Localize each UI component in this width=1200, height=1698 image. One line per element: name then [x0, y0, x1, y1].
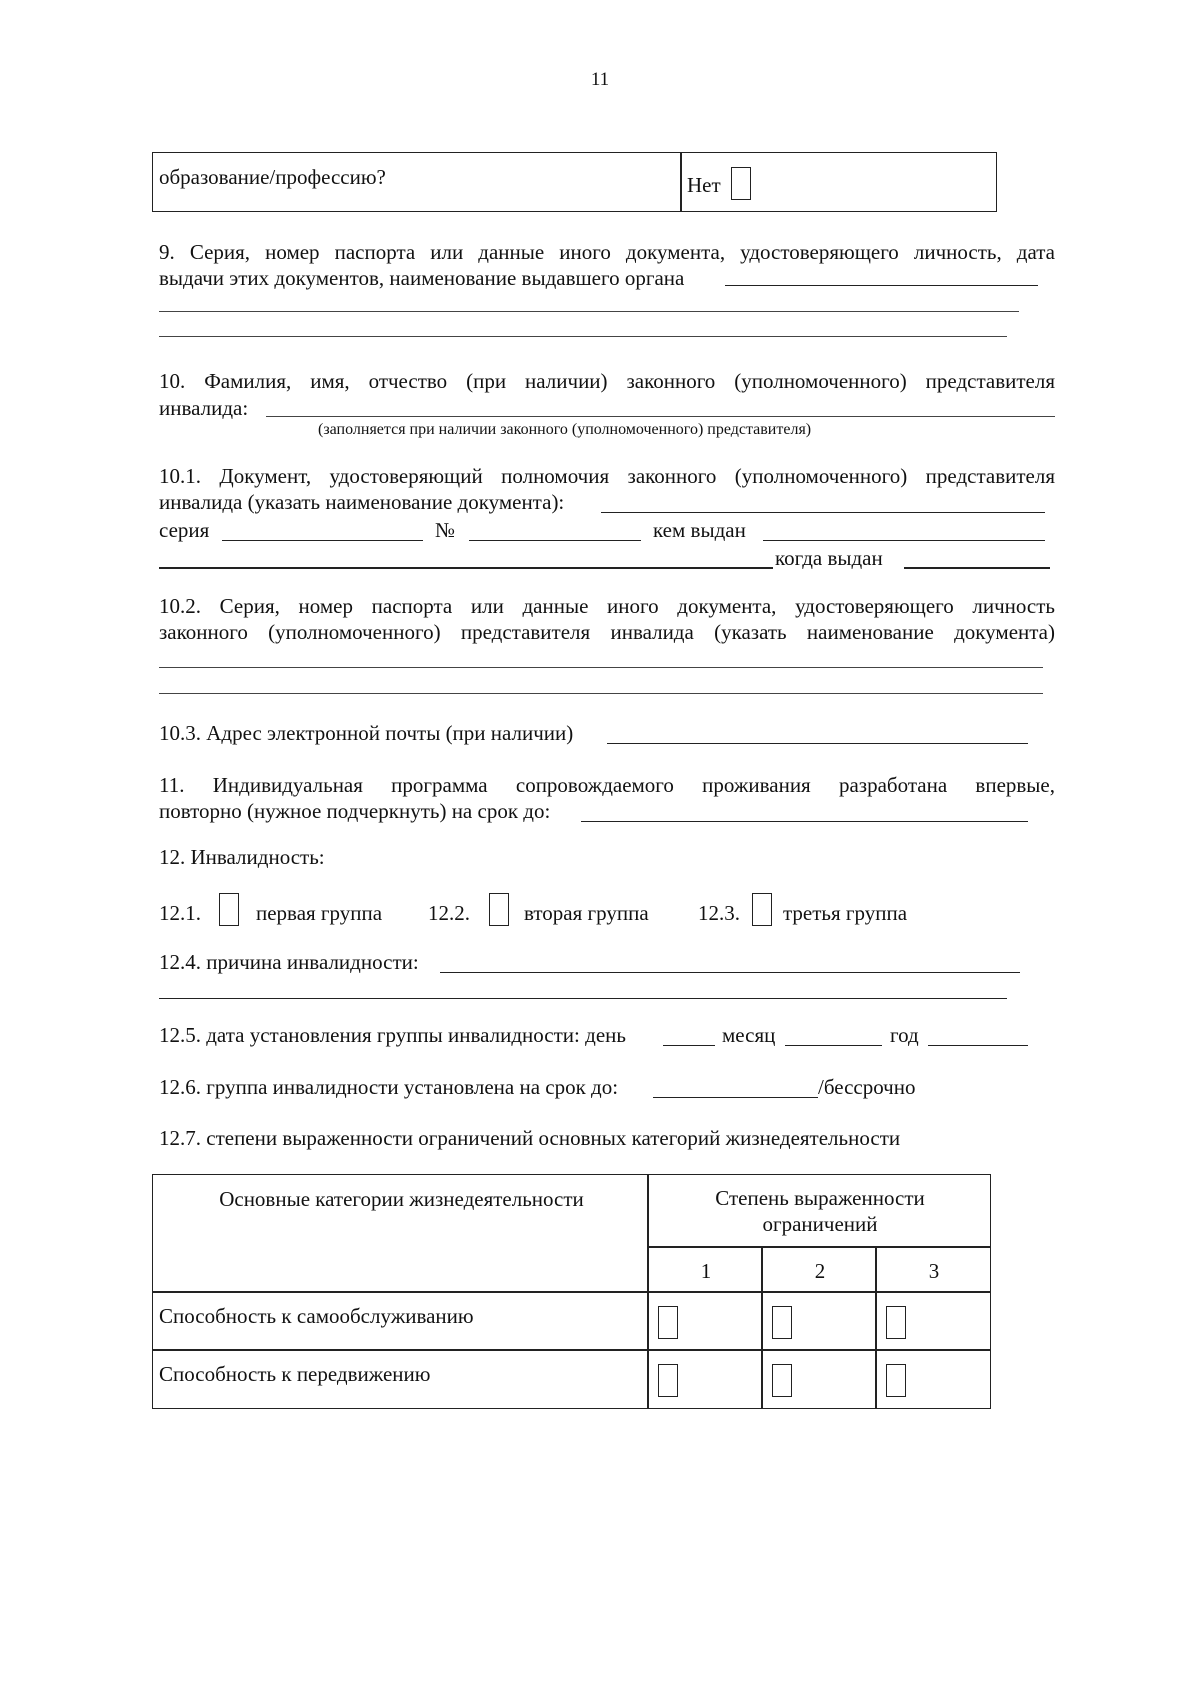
year-field[interactable] — [928, 1045, 1028, 1046]
table-cell — [647, 1349, 763, 1409]
section10-line2: инвалида: — [159, 396, 249, 420]
table-row-label — [152, 1291, 649, 1351]
degrees-label: 12.7. степени выраженности ограничений основных категорий жизнедеятельности — [159, 1126, 901, 1150]
group1-number: 12.1. — [159, 901, 201, 925]
section10-2-line1: 10.2. Серия, номер паспорта или данные иного документа, удостоверяющего личность — [159, 594, 1055, 618]
issued-when-label: когда выдан — [775, 546, 883, 570]
group3-number: 12.3. — [698, 901, 740, 925]
selfcare-degree-2-checkbox[interactable] — [772, 1306, 792, 1339]
section9-line1: 9. Серия, номер паспорта или данные иного документа, удостоверяющего личность, дата — [159, 240, 1055, 264]
mobility-degree-2-checkbox[interactable] — [772, 1364, 792, 1397]
issued-by-field[interactable] — [763, 540, 1045, 541]
section9-line2: выдачи этих документов, наименование выдавшего органа — [159, 266, 685, 290]
series-label: серия — [159, 518, 210, 542]
table-cell — [761, 1349, 877, 1409]
section10-2-line2: законного (уполномоченного) представителя инвалида (указать наименование документа) — [159, 620, 1055, 644]
degree-col-1 — [647, 1246, 763, 1293]
section10-2-field-1[interactable] — [159, 667, 1043, 668]
issued-when-field[interactable] — [904, 567, 1050, 569]
day-field[interactable] — [663, 1045, 715, 1046]
limits-header-degree-text: Степень выраженности ограничений — [715, 1186, 925, 1236]
group2-label: вторая группа — [524, 901, 649, 925]
limits-header-categories-text: Основные категории жизнедеятельности — [219, 1187, 584, 1211]
section10-3-label: 10.3. Адрес электронной почты (при наличии) — [159, 721, 574, 745]
number-field[interactable] — [469, 540, 641, 541]
table-cell — [875, 1291, 991, 1351]
row-mobility-label: Способность к передвижению — [159, 1362, 431, 1386]
year-label: год — [890, 1023, 919, 1047]
selfcare-degree-3-checkbox[interactable] — [886, 1306, 906, 1339]
no-checkbox[interactable] — [731, 167, 751, 200]
degree-col-3-text: 3 — [928, 1259, 940, 1283]
mobility-degree-3-checkbox[interactable] — [886, 1364, 906, 1397]
cause-field-1[interactable] — [440, 972, 1020, 973]
group2-number: 12.2. — [428, 901, 470, 925]
table-row-label — [152, 1349, 649, 1409]
number-label: № — [435, 518, 456, 542]
section10-line1: 10. Фамилия, имя, отчество (при наличии) законного (уполномоченного) представителя — [159, 369, 1055, 393]
term-label: 12.6. группа инвалидности установлена на срок до: — [159, 1075, 619, 1099]
section11-line1: 11. Индивидуальная программа сопровождаемого проживания разработана впервые, — [159, 773, 1055, 797]
group2-checkbox[interactable] — [489, 893, 509, 926]
section11-line2: повторно (нужное подчеркнуть) на срок до: — [159, 799, 551, 823]
page-number: 11 — [590, 69, 610, 90]
issued-by-field-cont[interactable] — [159, 567, 773, 569]
limits-header-degree — [647, 1174, 991, 1248]
limits-header-categories — [152, 1174, 649, 1293]
top-table-left-cell — [152, 152, 682, 212]
top-table-left-text: образование/профессию? — [159, 165, 386, 189]
section9-field-2[interactable] — [159, 311, 1019, 312]
series-field[interactable] — [222, 540, 423, 541]
no-label: Нет — [687, 173, 721, 197]
mobility-degree-1-checkbox[interactable] — [658, 1364, 678, 1397]
section9-field-1[interactable] — [725, 285, 1038, 286]
table-cell — [761, 1291, 877, 1351]
degree-col-1-text: 1 — [700, 1259, 712, 1283]
degree-col-3 — [875, 1246, 991, 1293]
section10-1-line1: 10.1. Документ, удостоверяющий полномочия законного (уполномоченного) представителя — [159, 464, 1055, 488]
degree-col-2 — [761, 1246, 877, 1293]
table-cell — [875, 1349, 991, 1409]
month-label: месяц — [722, 1023, 776, 1047]
section10-hint: (заполняется при наличии законного (уполномоченного) представителя) — [318, 421, 812, 438]
representative-name-field[interactable] — [266, 416, 1055, 417]
document-name-field[interactable] — [601, 512, 1045, 513]
group1-label: первая группа — [256, 901, 383, 925]
table-cell — [647, 1291, 763, 1351]
month-field[interactable] — [785, 1045, 882, 1046]
group3-label: третья группа — [783, 901, 908, 925]
program-term-field[interactable] — [581, 821, 1028, 822]
row-selfcare-label: Способность к самообслуживанию — [159, 1304, 474, 1328]
term-field[interactable] — [653, 1097, 818, 1098]
cause-label: 12.4. причина инвалидности: — [159, 950, 419, 974]
term-suffix: /бессрочно — [818, 1075, 916, 1099]
selfcare-degree-1-checkbox[interactable] — [658, 1306, 678, 1339]
top-table-right-cell — [680, 152, 997, 212]
date-label: 12.5. дата установления группы инвалидности: день — [159, 1023, 626, 1047]
cause-field-2[interactable] — [159, 998, 1007, 999]
disability-title: 12. Инвалидность: — [159, 845, 325, 869]
issued-by-label: кем выдан — [653, 518, 746, 542]
group1-checkbox[interactable] — [219, 893, 239, 926]
section10-2-field-2[interactable] — [159, 693, 1043, 694]
group3-checkbox[interactable] — [752, 893, 772, 926]
email-field[interactable] — [607, 743, 1028, 744]
section10-1-line2: инвалида (указать наименование документа): — [159, 490, 565, 514]
section9-field-3[interactable] — [159, 336, 1007, 337]
degree-col-2-text: 2 — [814, 1259, 826, 1283]
